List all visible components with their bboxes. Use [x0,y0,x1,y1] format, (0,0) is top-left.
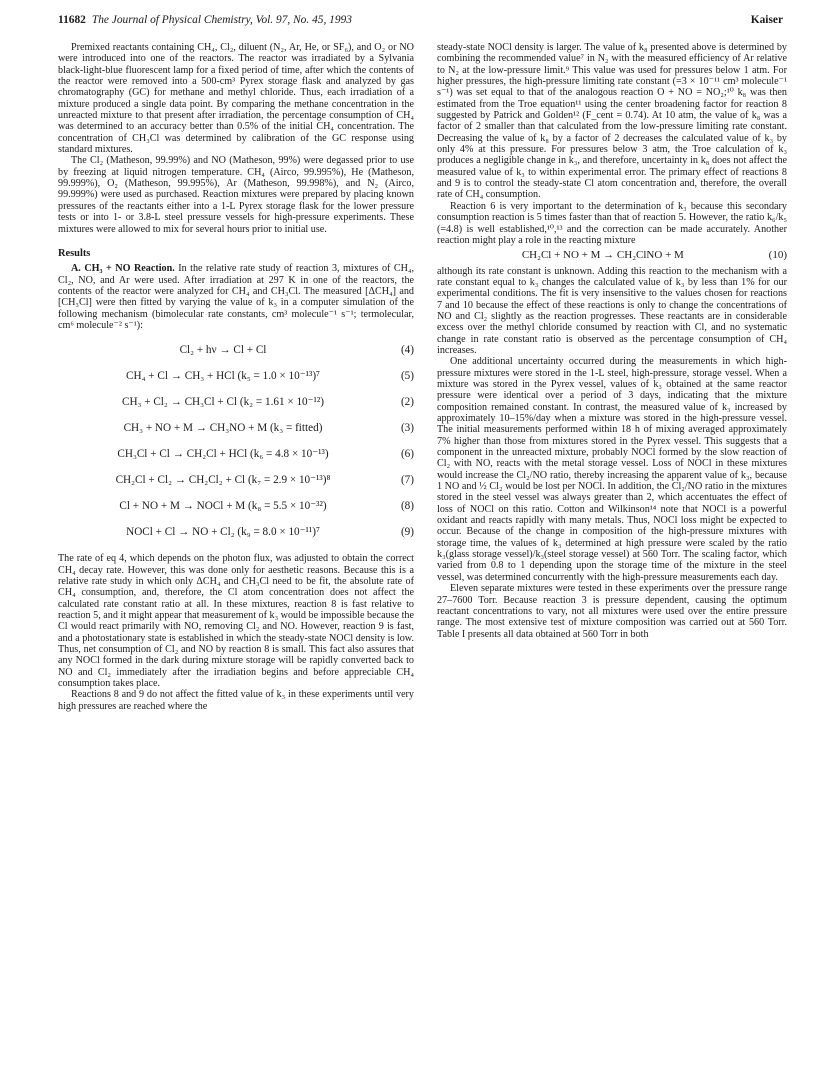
equation-number: (7) [400,474,414,487]
equation-number: (4) [400,344,414,357]
equation: Cl₂ + hν → Cl + Cl [179,344,267,357]
equation-number: (8) [400,500,414,513]
paragraph: Eleven separate mixtures were tested in these experiments over the pressure range 27–7600 Torr. Because reaction 3 is pressure dependent, causing the optimum reactant concentrations to vary, not all mixtures were used over the entire pressure range. The most extensive test of mixture composition was carried out at 560 Torr. Table I presents all data obtained at 560 Torr in both [437,583,787,640]
paragraph: Premixed reactants containing CH₄, Cl₂, diluent (N₂, Ar, He, or SF₆), and O₂ or NO were introduced into one of the reactors. The reactor was irradiated by a Sylvania black-light-blue fluorescent lamp for a fixed period of time, after which the contents of the reactor were removed into a 500-cm³ Pyrex storage flask and analyzed by gas chromatography (GC) for methane and methyl chloride. Thus, each irradiation of a mixture produced a single data point. By comparing the methane concentration in the unreacted mixture to that present after irradiation, the percentage consumption of CH₄ was determined to an accuracy better than 0.5% of the initial CH₄ concentration. The concentration of CH₃Cl was determined by calibration of the GC response using standard mixtures. [58,42,414,156]
equation-row [58,389,414,415]
paragraph: steady-state NOCl density is larger. The value of k₈ presented above is determined by combining the recommended value⁷ in N₂ with the measured efficiency of Ar relative to N₂ at the low-pressure limit.⁹ This value was used for pressures below 1 atm. For higher pressures, the high-pressure limiting rate constant (=3 × 10⁻¹¹ cm³ molecule⁻¹ s⁻¹) was set equal to that of the analogous reaction O + NO = NO₂;¹⁰ k₈ was then estimated from the Troe equation¹¹ using the center broadening factor for reaction 8 suggested by Patrick and Golden¹² (F_cent = 0.74). At 10 atm, the value of k₈ was a factor of 2 smaller than that calculated from the low-pressure limiting rate constant. Decreasing the value of k₈ by a factor of 2 decreases the calculated value of k₃ by only 4% at this pressure. For pressures below 3 atm, the Troe calculation of k₃ produces a negligible change in k₃, and therefore, uncertainty in k₈ does not affect the measured value of k₃ to within experimental error. The primary effect of reactions 8 and 9 is to control the steady-state Cl atom concentration and, therefore, the overall rate of CH₄ consumption. [437,42,787,201]
author-name: Kaiser [750,14,783,26]
paragraph: The rate of eq 4, which depends on the photon flux, was adjusted to obtain the correct CH₄ decay rate. However, this was done only for aesthetic reasons. Because this is a relative rate study in which only ΔCH₄ and CH₃Cl need to be fit, the absolute rate of CH₄ consumption, and, therefore, the Cl atom concentration does not affect the calculated rate constant ratio at all. In these mixtures, reaction 8 is fast relative to reaction 5, and it might appear that measurement of k₃ would be impossible because the Cl would react primarily with NO, removing Cl₂ and NO. However, reaction 9 is fast, and a photostationary state is established in which the steady-state NOCl density is low. Thus, net consumption of Cl₂ and NO by reaction 8 is small. This fact also assures that any NOCl formed in the dark during mixture storage will be rapidly converted back to NO and Cl₂ immediately after the irradiation begins and before appreciable CH₄ consumption takes place. [58,553,414,690]
equation: CH₃ + Cl₂ → CH₃Cl + Cl (k₂ = 1.61 × 10⁻¹²) [121,396,324,409]
equation: CH₃Cl + Cl → CH₂Cl + HCl (k₆ = 4.8 × 10⁻¹³) [117,448,329,461]
journal-citation: The Journal of Physical Chemistry, Vol. 97, No. 45, 1993 [91,14,352,26]
paragraph: The Cl₂ (Matheson, 99.99%) and NO (Matheson, 99%) were degassed prior to use by freezing at liquid nitrogen temperature. CH₄ (Airco, 99.995%), He (Matheson, 99.999%), O₂ (Matheson, 99.995%), Ar (Matheson, 99.998%), and N₂ (Airco, 99.999%) were used as purchased. Reaction mixtures were prepared by placing known pressures of the reactants either into a 1-L Pyrex storage flask for the lower pressure tests or into 1- or 3.8-L steel pressure vessels for high-pressure experiments. These mixtures were allowed to mix for several hours prior to initial use. [58,155,414,235]
equation-number: (9) [400,526,414,539]
paragraph [58,263,414,331]
equation-number: (5) [400,370,414,383]
left-column [58,42,414,712]
equation-row [58,441,414,467]
paragraph-text: In the relative rate study of reaction 3, mixtures of CH₄, Cl₂, NO, and Ar were used. After irradiation at 297 K in one of the reactors, the contents of the reactor were analyzed for CH₄ and CH₃Cl. The measured [ΔCH₄] and [CH₃Cl] were then fitted by varying the value of k₃ in a computer simulation of the following mechanism (bimolecular rate constants, cm³ molecule⁻¹ s⁻¹; termolecular, cm⁶ molecule⁻² s⁻¹): [58,263,415,331]
equation-number: (6) [400,448,414,461]
equation-row [58,519,414,545]
running-head-left [58,14,352,26]
subsection-heading: A. CH₃ + NO Reaction. [71,263,175,275]
section-heading-results: Results [58,247,91,259]
paragraph: Reaction 6 is very important to the determination of k₃ because this secondary consumption reaction is 5 times faster than that of reaction 5. However, the ratio k₆/k₅ (=4.8) is well established,¹⁰,¹³ and the correction can be made accurately. Another reaction might play a role in the reacting mixture [437,200,787,246]
right-column [437,42,787,640]
equation: NOCl + Cl → NO + Cl₂ (k₉ = 8.0 × 10⁻¹¹)⁷ [126,526,320,539]
equation: Cl + NO + M → NOCl + M (k₈ = 5.5 × 10⁻³²) [119,500,327,513]
equation-row [58,415,414,441]
paragraph: One additional uncertainty occurred during the measurements in which high-pressure mixtures were stored in the 1-L steel, high-pressure, storage vessel. When a mixture was stored in the Pyrex vessel, values of k₃ obtained at the same reactor pressure were identical over a period of 3 days, indicating that the mixture composition remained constant. In contrast, the measured value of k₃ increased by approximately 10–15%/day when a mixture was stored in the high-pressure vessel. The initial measurements performed within 18 h of mixing averaged approximately 7% higher than those from mixtures stored in the Pyrex vessel. This suggests that a component in the unreacted mixture, probably NOCl formed by the slow reaction of Cl₂ with NO, reacts with the metal storage vessel. Loss of NOCl in these mixtures would increase the Cl₂/NO ratio, thereby increasing the apparent value of k₃, because 1 NO and ½ Cl₂ would be lost per NOCl. In addition, the Cl₂/NO ratio in the mixtures stored in the steel vessel was always greater than 2, which accentuates the effect of loss of NOCl on this ratio. Cotton and Wilkinson¹⁴ note that NOCl is a powerful oxidant and reacts rapidly with many metals. Thus, NOCl loss might be expected to occur. Because of the change in composition of the high-pressure mixtures with storage time, the values of k₃ determined at high pressure were scaled by the ratio k₃(glass storage vessel)/k₃(steel storage vessel) at 560 Torr. The scaling factor, which varied from 0.8 to 1 depending upon the storage time of the mixture in the steel vessel, was determined concurrently with the high-pressure measurements each day. [437,356,787,583]
paragraph: although its rate constant is unknown. Adding this reaction to the mechanism with a rate constant equal to k₃ changes the calculated value of k₃ by less than 1% for our experimental conditions. The fit is very insensitive to the values chosen for reactions 7 and 10 because the effect of these reactions is only to change the concentrations of NO and Cl₂ slightly as the reaction progresses. These reactants are in considerable excess over the methyl chloride consumed by reaction with Cl, and no systematic change in rate constant ratio is observed as the percentage consumption of CH₄ increases. [437,265,787,356]
equation: CH₄ + Cl → CH₃ + HCl (k₅ = 1.0 × 10⁻¹³)⁷ [126,370,320,383]
running-head [58,14,783,30]
equation-row [58,337,414,363]
equation-row [58,467,414,493]
equation-row [58,363,414,389]
equation-row [437,250,787,261]
equation-number: (10) [768,249,787,262]
page-number: 11682 [58,14,86,26]
equation-number: (3) [400,422,414,435]
paragraph: Reactions 8 and 9 do not affect the fitted value of k₃ in these experiments until very high pressures are reached where the [58,689,414,712]
equation: CH₂Cl + Cl₂ → CH₂Cl₂ + Cl (k₇ = 2.9 × 10⁻¹³)⁸ [115,474,331,487]
equation: CH₃ + NO + M → CH₃NO + M (k₃ = fitted) [123,422,323,435]
equation: CH₂Cl + NO + M → CH₂ClNO + M [521,249,684,262]
equation-number: (2) [400,396,414,409]
mechanism-equations [58,337,414,545]
equation-row [58,493,414,519]
